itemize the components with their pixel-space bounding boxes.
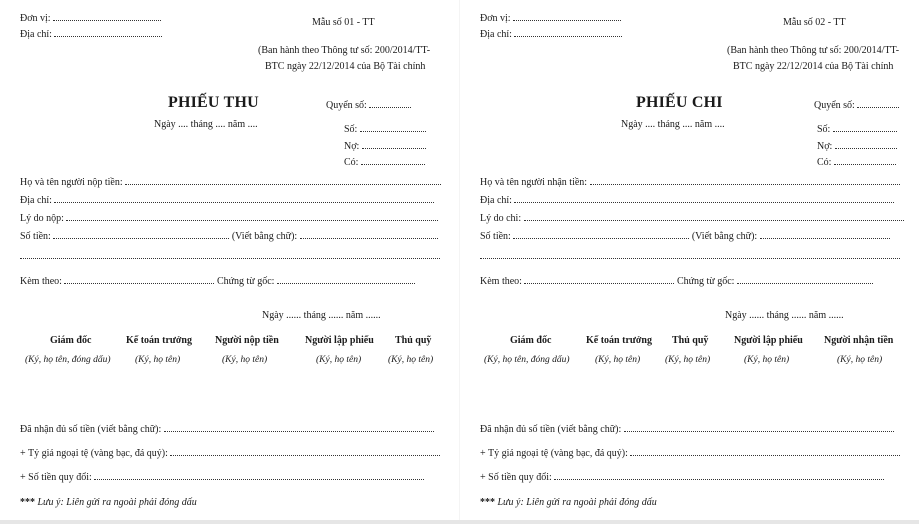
signature-note-preparer: (Ký, họ tên) — [316, 355, 362, 365]
credit-field — [344, 156, 425, 169]
signature-note-director: (Ký, họ tên, đóng dấu) — [484, 355, 570, 365]
address-field — [480, 28, 622, 41]
fx-rate-input-line[interactable] — [630, 447, 900, 456]
attachment-field — [480, 275, 873, 288]
signature-role-chief-accountant: Kế toán trưởng — [126, 335, 192, 346]
reason-label: Lý do chi: — [480, 213, 522, 224]
issued-line-2: BTC ngày 22/12/2014 của Bộ Tài chính — [265, 61, 426, 72]
unit-label: Đơn vị: — [20, 13, 51, 24]
credit-label: Có: — [344, 157, 359, 168]
amount-field — [480, 230, 890, 243]
received-field — [480, 423, 894, 436]
signature-note-director: (Ký, họ tên, đóng dấu) — [25, 355, 111, 365]
payer-address-field — [20, 194, 434, 207]
reason-field — [20, 212, 438, 225]
issued-line-1: (Ban hành theo Thông tư số: 200/2014/TT- — [258, 45, 431, 56]
signature-note-cashier: (Ký, họ tên) — [388, 355, 434, 365]
amount-words-continued — [20, 250, 440, 263]
signature-role-director: Giám đốc — [50, 335, 92, 346]
reason-field — [480, 212, 904, 225]
number-input-line[interactable] — [833, 123, 897, 132]
signature-note-cashier: (Ký, họ tên) — [665, 355, 711, 365]
debit-field — [817, 140, 897, 153]
attachment-field — [20, 275, 415, 288]
form-date-line: Ngày .... tháng .... năm .... — [154, 119, 258, 130]
original-docs-label: Chứng từ gốc: — [676, 276, 735, 287]
payee-address-input-line[interactable] — [514, 194, 894, 203]
signature-role-cashier: Thủ quỹ — [395, 335, 432, 346]
debit-label: Nợ: — [344, 141, 360, 152]
fx-rate-input-line[interactable] — [170, 447, 440, 456]
received-field — [20, 423, 434, 436]
debit-input-line[interactable] — [835, 140, 897, 149]
signature-role-preparer: Người lập phiếu — [305, 335, 374, 346]
issued-line-1: (Ban hành theo Thông tư số: 200/2014/TT- — [727, 45, 900, 56]
reason-input-line[interactable] — [524, 212, 904, 221]
attached-input-line[interactable] — [64, 275, 214, 284]
payment-form — [459, 0, 918, 524]
amount-input-line[interactable] — [513, 230, 689, 239]
amount-words-input-line[interactable] — [760, 230, 890, 239]
converted-field — [20, 471, 424, 484]
number-field — [817, 123, 897, 136]
signature-role-chief-accountant: Kế toán trưởng — [586, 335, 652, 346]
converted-label: + Số tiền quy đổi: — [20, 472, 92, 483]
credit-field — [817, 156, 896, 169]
payer-input-line[interactable] — [125, 176, 441, 185]
page-bottom-edge — [0, 520, 919, 524]
payee-label: Họ và tên người nhận tiền: — [480, 177, 588, 188]
unit-input-line[interactable] — [513, 12, 621, 21]
amount-words-label: (Viết bằng chữ): — [231, 231, 298, 242]
note-line — [480, 497, 657, 509]
payer-label: Họ và tên người nộp tiền: — [20, 177, 123, 188]
payee-field — [480, 176, 900, 189]
attached-label: Kèm theo: — [480, 276, 522, 287]
amount-input-line[interactable] — [53, 230, 229, 239]
unit-field — [20, 12, 161, 25]
signature-date-line: Ngày ...... tháng ...... năm ...... — [262, 310, 381, 321]
converted-input-line[interactable] — [94, 471, 424, 480]
original-docs-input-line[interactable] — [277, 275, 415, 284]
note-stars: *** — [20, 497, 35, 508]
amount-words-continued-line[interactable] — [20, 250, 440, 259]
fx-rate-field — [480, 447, 900, 460]
signature-role-director: Giám đốc — [510, 335, 552, 346]
number-label: Số: — [344, 124, 358, 135]
form-number: Mẫu số 02 - TT — [783, 17, 846, 28]
book-number-field — [326, 99, 411, 112]
payee-input-line[interactable] — [590, 176, 900, 185]
note-text: Lưu ý: Liên gửi ra ngoài phải đóng dấu — [497, 497, 657, 508]
original-docs-input-line[interactable] — [737, 275, 873, 284]
signature-role-cashier: Thủ quỹ — [672, 335, 709, 346]
converted-label: + Số tiền quy đổi: — [480, 472, 552, 483]
number-input-line[interactable] — [360, 123, 426, 132]
signature-note-preparer: (Ký, họ tên) — [744, 355, 790, 365]
unit-field — [480, 12, 621, 25]
receipt-form — [0, 0, 459, 524]
fx-rate-label: + Tỷ giá ngoại tệ (vàng bạc, đá quý): — [20, 448, 168, 459]
fx-rate-field — [20, 447, 440, 460]
amount-words-continued — [480, 250, 900, 263]
address-input-line[interactable] — [514, 28, 622, 37]
number-field — [344, 123, 426, 136]
received-label: Đã nhận đủ số tiền (viết bằng chữ): — [20, 424, 162, 435]
payer-address-input-line[interactable] — [54, 194, 434, 203]
payer-address-label: Địa chỉ: — [20, 195, 52, 206]
debit-input-line[interactable] — [362, 140, 426, 149]
received-input-line[interactable] — [164, 423, 434, 432]
address-field — [20, 28, 162, 41]
issued-line-2: BTC ngày 22/12/2014 của Bộ Tài chính — [733, 61, 894, 72]
credit-label: Có: — [817, 157, 832, 168]
payee-address-label: Địa chỉ: — [480, 195, 512, 206]
note-stars: *** — [480, 497, 495, 508]
number-label: Số: — [817, 124, 831, 135]
book-number-input-line[interactable] — [369, 99, 411, 108]
converted-field — [480, 471, 884, 484]
signature-note-chief-accountant: (Ký, họ tên) — [135, 355, 181, 365]
form-title: PHIẾU THU — [168, 94, 259, 111]
form-number: Mẫu số 01 - TT — [312, 17, 375, 28]
address-label: Địa chỉ: — [20, 29, 52, 40]
fx-rate-label: + Tỷ giá ngoại tệ (vàng bạc, đá quý): — [480, 448, 628, 459]
amount-label: Số tiền: — [20, 231, 51, 242]
signature-role-preparer: Người lập phiếu — [734, 335, 803, 346]
converted-input-line[interactable] — [554, 471, 884, 480]
note-text: Lưu ý: Liên gửi ra ngoài phải đóng dấu — [37, 497, 197, 508]
reason-input-line[interactable] — [66, 212, 438, 221]
amount-words-continued-line[interactable] — [480, 250, 900, 259]
received-label: Đã nhận đủ số tiền (viết bằng chữ): — [480, 424, 622, 435]
signature-note-payee: (Ký, họ tên) — [837, 355, 883, 365]
payer-field — [20, 176, 441, 189]
address-label: Địa chỉ: — [480, 29, 512, 40]
debit-label: Nợ: — [817, 141, 833, 152]
book-number-field — [814, 99, 899, 112]
credit-input-line[interactable] — [361, 156, 425, 165]
debit-field — [344, 140, 426, 153]
book-number-label: Quyển số: — [326, 100, 367, 111]
unit-input-line[interactable] — [53, 12, 161, 21]
payee-address-field — [480, 194, 894, 207]
received-input-line[interactable] — [624, 423, 894, 432]
signature-role-payee: Người nhận tiền — [824, 335, 894, 346]
unit-label: Đơn vị: — [480, 13, 511, 24]
note-line — [20, 497, 197, 509]
signature-role-payer: Người nộp tiền — [215, 335, 279, 346]
signature-note-chief-accountant: (Ký, họ tên) — [595, 355, 641, 365]
amount-field — [20, 230, 438, 243]
address-input-line[interactable] — [54, 28, 162, 37]
amount-label: Số tiền: — [480, 231, 511, 242]
signature-note-payer: (Ký, họ tên) — [222, 355, 268, 365]
signature-date-line: Ngày ...... tháng ...... năm ...... — [725, 310, 844, 321]
form-date-line: Ngày .... tháng .... năm .... — [621, 119, 725, 130]
attached-label: Kèm theo: — [20, 276, 62, 287]
credit-input-line[interactable] — [834, 156, 896, 165]
book-number-label: Quyển số: — [814, 100, 855, 111]
original-docs-label: Chứng từ gốc: — [216, 276, 275, 287]
form-title: PHIẾU CHI — [636, 94, 723, 111]
reason-label: Lý do nộp: — [20, 213, 64, 224]
amount-words-label: (Viết bằng chữ): — [691, 231, 758, 242]
attached-input-line[interactable] — [524, 275, 674, 284]
amount-words-input-line[interactable] — [300, 230, 438, 239]
book-number-input-line[interactable] — [857, 99, 899, 108]
